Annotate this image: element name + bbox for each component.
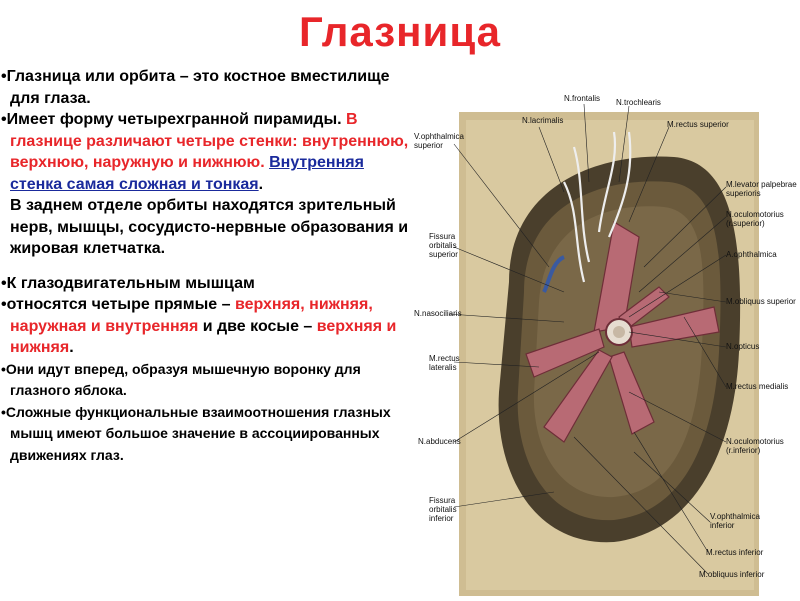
paragraph-orbit-contents: В заднем отделе орбиты находятся зрительный нерв, мышцы, сосудисто-нервные образования и жировая клетчатка.	[10, 197, 409, 257]
paragraph-orbit-definition: •Глазница или орбита – это костное вместилище для глаза.	[1, 68, 390, 107]
label-m-obliquus-superior: M.obliquus superior	[726, 297, 796, 306]
paragraph-muscles-title: •К глазодвигательным мышцам	[1, 274, 255, 292]
label-n-trochlearis: N.trochlearis	[616, 98, 661, 107]
label-n-lacrimalis: N.lacrimalis	[522, 116, 564, 125]
label-m-rectus-inferior: M.rectus inferior	[706, 548, 764, 557]
label-a-ophthalmica: A.ophthalmica	[726, 250, 777, 259]
label-v-ophthalmica-inferior: V.ophthalmica inferior	[710, 512, 760, 530]
orbit-diagram	[414, 92, 800, 596]
paragraph-muscle-function: •Сложные функциональные взаимоотношения глазных мышц имеют большое значение в ассоциированных движениях глаз.	[1, 403, 391, 463]
slide-title: Глазница	[298, 8, 502, 55]
label-fissura-superior: Fissura orbitalis superior	[429, 232, 458, 259]
label-n-opticus: N.opticus	[726, 342, 760, 351]
label-m-rectus-lateralis: M.rectus lateralis	[429, 354, 460, 372]
label-fissura-inferior: Fissura orbitalis inferior	[429, 496, 457, 523]
label-n-frontalis: N.frontalis	[564, 94, 601, 103]
label-n-oculomotorius-inferior: N.oculomotorius (r.inferior)	[726, 437, 784, 455]
label-m-rectus-medialis: M.rectus medialis	[726, 382, 789, 391]
label-m-levator: M.levator palpebrae superioris	[726, 180, 797, 198]
label-v-ophthalmica-superior: V.ophthalmica superior	[414, 132, 464, 150]
paragraph-orbit-shape: •Имеет форму четырехгранной пирамиды. В глазнице различают четыре стенки: внутреннюю, верхнюю, наружную и нижнюю. Внутренняя стенка самая сложная и тонкая.	[1, 111, 409, 193]
slide-text	[0, 66, 420, 466]
paragraph-muscles-list: •относятся четыре прямые – верхняя, нижняя, наружная и внутренняя и две косые – верхняя и нижняя.	[1, 296, 397, 356]
label-n-abducens: N.abducens	[418, 437, 461, 446]
label-n-nasociliaris: N.nasociliaris	[414, 309, 462, 318]
paragraph-muscle-funnel: •Они идут вперед, образуя мышечную воронку для глазного яблока.	[1, 360, 361, 398]
label-m-obliquus-inferior: M.obliquus inferior	[699, 570, 765, 579]
label-m-rectus-superior: M.rectus superior	[667, 120, 729, 129]
label-n-oculomotorius-superior: N.oculomotorius (r.superior)	[726, 210, 784, 228]
